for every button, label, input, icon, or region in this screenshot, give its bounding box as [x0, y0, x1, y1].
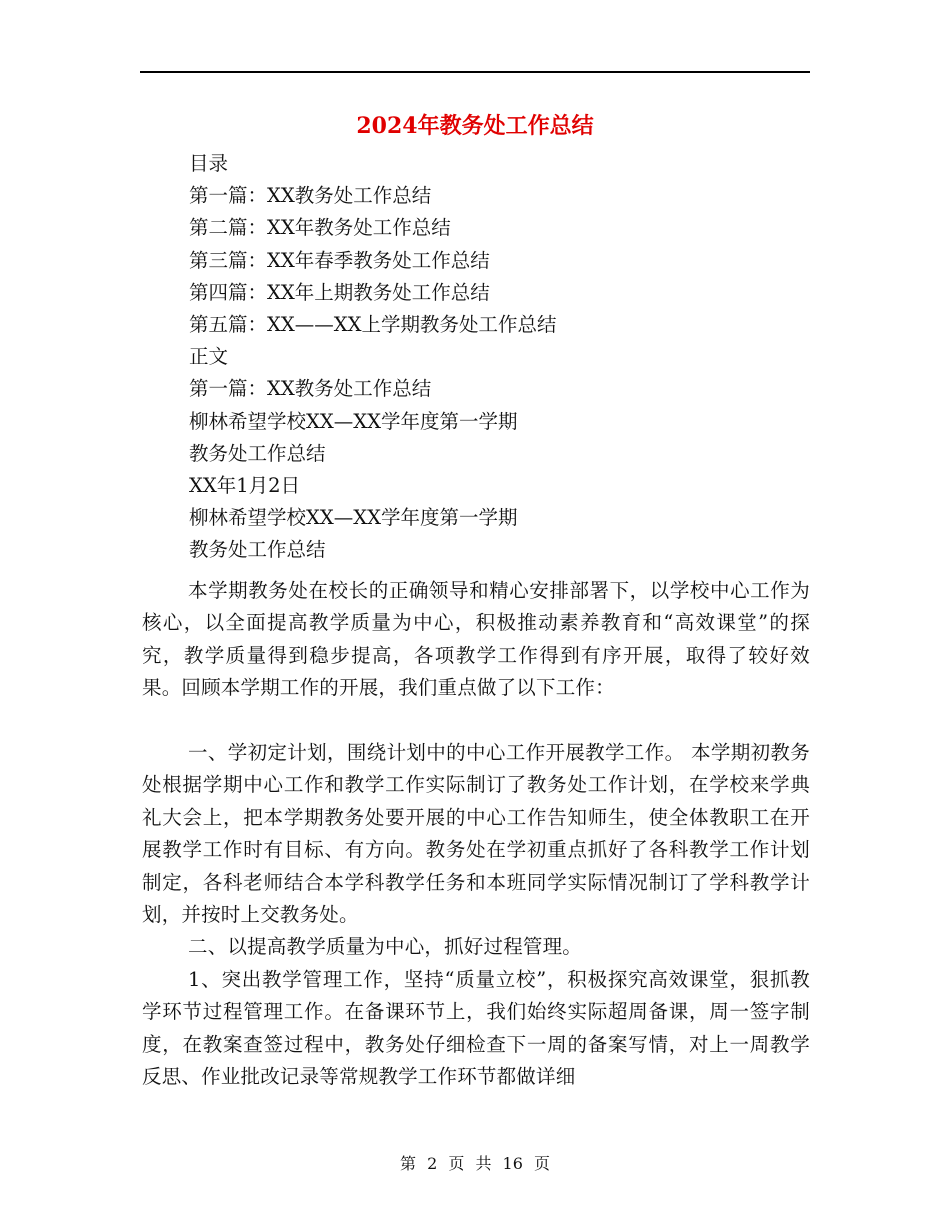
report-date: XX年1月2日 [189, 473, 301, 497]
paragraph-intro: 本学期教务处在校长的正确领导和精心安排部署下，以学校中心工作为核心，以全面提高教学质量为中心，积极推动素养教育和“高效课堂”的探究，教学质量得到稳步提高，各项教学工作得到有序开展，取得了较好效果。回顾本学期工作的开展，我们重点做了以下工作： [142, 579, 810, 700]
toc-heading: 目录 [189, 152, 229, 175]
toc-item: 第三篇：XX年春季教务处工作总结 [189, 248, 490, 272]
report-name: 教务处工作总结 [189, 538, 326, 562]
toc-item: 第四篇：XX年上期教务处工作总结 [189, 280, 490, 304]
toc-item: 第五篇：XX——XX上学期教务处工作总结 [189, 312, 557, 336]
header-rule [140, 71, 810, 73]
body-heading: 正文 [189, 345, 229, 369]
paragraph-section-2-1: 1、突出教学管理工作，坚持“质量立校”，积极探究高效课堂，狠抓教学环节过程管理工作。在备课环节上，我们始终实际超周备课，周一签字制度，在教案查签过程中，教务处仔细检查下一周的备案写情，对上一周教学反思、作业批改记录等常规教学工作环节都做详细 [142, 968, 810, 1089]
chapter-title: 第一篇：XX教务处工作总结 [189, 377, 432, 401]
toc-item: 第二篇：XX年教务处工作总结 [189, 216, 451, 240]
page-footer: 第 2 页 共 16 页 [400, 1154, 550, 1173]
report-name: 教务处工作总结 [189, 441, 326, 465]
document-title: 2024年教务处工作总结 [356, 113, 594, 139]
toc-list [189, 148, 829, 566]
paragraph-section-2: 二、以提高教学质量为中心，抓好过程管理。 [188, 935, 583, 958]
toc-item: 第一篇：XX教务处工作总结 [189, 184, 432, 208]
school-line: 柳林希望学校XX—XX学年度第一学期 [189, 409, 518, 433]
paragraph-section-1: 一、学初定计划，围绕计划中的中心工作开展教学工作。 本学期初教务处根据学期中心工作和教学工作实际制订了教务处工作计划，在学校来学典礼大会上，把本学期教务处要开展的中心工作告知师生，使全体教职工在开展教学工作时有目标、有方向。教务处在学初重点抓好了各科教学工作计划制定，各科老师结合本学科教学任务和本班同学实际情况制订了学科教学计划，并按时上交教务处。 [142, 741, 810, 927]
school-line: 柳林希望学校XX—XX学年度第一学期 [189, 506, 518, 530]
